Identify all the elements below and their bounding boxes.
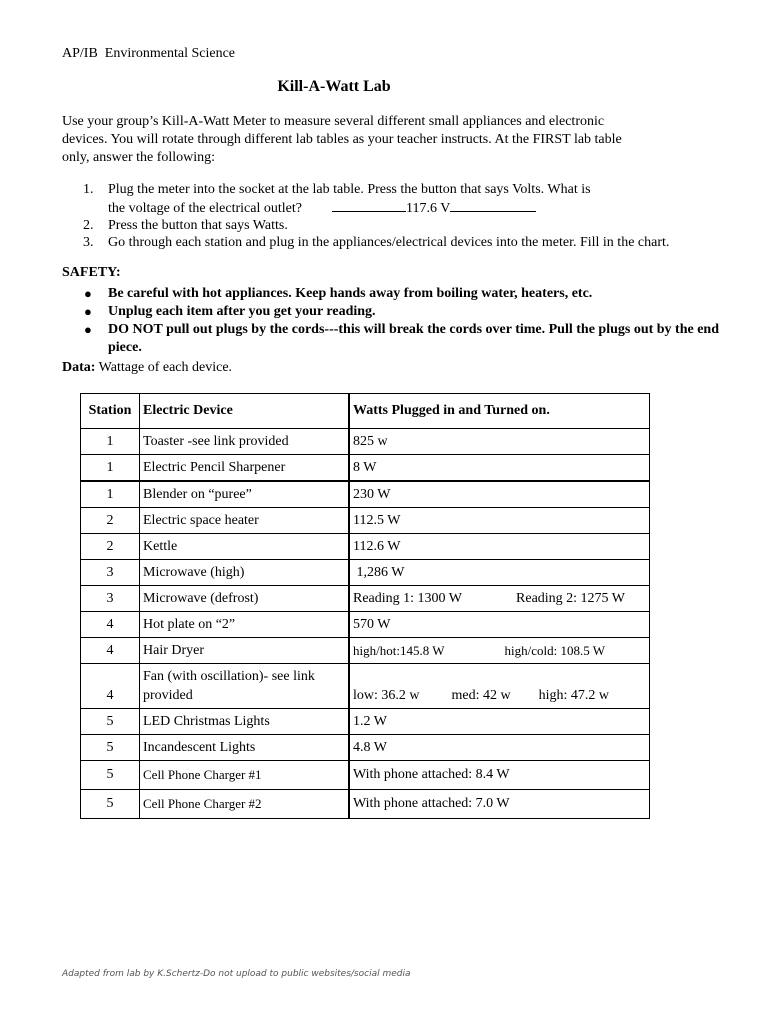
table-row [81, 586, 650, 612]
list-item [62, 303, 722, 321]
watts-cell [349, 638, 650, 664]
header-watts: Watts Plugged in and Turned on. [349, 394, 650, 429]
watts-cell: 570 W [349, 612, 650, 638]
table-row [81, 761, 650, 790]
watts-cell: 825 w [349, 429, 650, 455]
reading-2: Reading 2: 1275 W [516, 590, 626, 606]
table-row [81, 790, 650, 819]
reading-high: high: 47.2 w [538, 688, 609, 703]
table-row [81, 534, 650, 560]
instruction-list [62, 181, 702, 251]
watts-cell: 8 W [349, 455, 650, 482]
device-cell: Microwave (defrost) [140, 586, 350, 612]
safety-list [62, 285, 722, 357]
data-label: Data: [62, 360, 96, 375]
station-cell: 1 [81, 455, 140, 482]
table-row [81, 638, 650, 664]
station-cell: 5 [81, 735, 140, 761]
answer-blank-left [332, 198, 406, 212]
reading-1: Reading 1: 1300 W [353, 590, 463, 606]
table-row [81, 664, 650, 709]
table-row [81, 709, 650, 735]
device-cell: Microwave (high) [140, 560, 350, 586]
station-cell: 4 [81, 664, 140, 709]
step-text: Plug the meter into the socket at the lab table. Press the button that says Volts. What is [108, 182, 591, 197]
reading-med: med: 42 w [451, 688, 511, 703]
device-cell: Electric space heater [140, 508, 350, 534]
list-item [62, 217, 702, 234]
answer-blank-right [450, 198, 536, 212]
bullet-icon: ● [84, 322, 92, 337]
device-cell: Kettle [140, 534, 350, 560]
bullet-icon: ● [84, 304, 92, 319]
table-row [81, 560, 650, 586]
safety-text: DO NOT pull out plugs by the cords---this will break the cords over time. Pull the plugs out by the end piece. [108, 322, 720, 355]
watts-cell: 4.8 W [349, 735, 650, 761]
table-row [81, 508, 650, 534]
station-cell: 5 [81, 761, 140, 790]
table-row [81, 481, 650, 508]
reading-cold: high/cold: 108.5 W [504, 642, 605, 658]
watts-cell: 1.2 W [349, 709, 650, 735]
bullet-icon: ● [84, 286, 92, 301]
data-caption [62, 360, 232, 376]
table-row [81, 455, 650, 482]
device-cell: Cell Phone Charger #2 [140, 790, 350, 819]
watts-cell: With phone attached: 8.4 W [349, 761, 650, 790]
header-station: Station [81, 394, 140, 429]
watts-cell: 230 W [349, 481, 650, 508]
footer-note: Adapted from lab by K.Schertz-Do not upload to public websites/social media [62, 969, 411, 979]
device-cell: Cell Phone Charger #1 [140, 761, 350, 790]
watts-cell: 112.5 W [349, 508, 650, 534]
device-cell: Fan (with oscillation)- see link provided [140, 664, 350, 709]
intro-paragraph: Use your group’s Kill-A-Watt Meter to measure several different small appliances and electronic devices. You will rotate through different lab tables as your teacher instructs. At the FIRST lab table only, answer the following: [62, 114, 622, 165]
step-text: Press the button that says Watts. [108, 218, 288, 233]
voltage-answer: 117.6 V [405, 201, 451, 216]
watts-cell [349, 664, 650, 709]
station-cell: 2 [81, 534, 140, 560]
page-title: Kill-A-Watt Lab [277, 78, 391, 95]
station-cell: 3 [81, 560, 140, 586]
station-cell: 5 [81, 790, 140, 819]
safety-text: Unplug each item after you get your reading. [108, 304, 376, 319]
table-row [81, 429, 650, 455]
course-name: AP/IB Environmental Science [62, 46, 236, 61]
watts-cell: 112.6 W [349, 534, 650, 560]
header-device: Electric Device [140, 394, 350, 429]
safety-heading: SAFETY: [62, 265, 121, 280]
list-item [62, 321, 722, 357]
step-text: Go through each station and plug in the appliances/electrical devices into the meter. Fill in the chart. [108, 235, 670, 250]
device-cell: Hot plate on “2” [140, 612, 350, 638]
list-item [62, 234, 702, 251]
device-cell: Blender on “puree” [140, 481, 350, 508]
data-text: Wattage of each device. [95, 360, 233, 375]
station-cell: 4 [81, 612, 140, 638]
station-cell: 3 [81, 586, 140, 612]
step-number: 1. [83, 182, 94, 197]
watts-cell: With phone attached: 7.0 W [349, 790, 650, 819]
step-text-continued: the voltage of the electrical outlet? [108, 201, 302, 216]
step-number: 2. [83, 218, 94, 233]
safety-text: Be careful with hot appliances. Keep hands away from boiling water, heaters, etc. [108, 286, 593, 301]
device-cell: Incandescent Lights [140, 735, 350, 761]
station-cell: 1 [81, 429, 140, 455]
table-row [81, 735, 650, 761]
station-cell: 5 [81, 709, 140, 735]
station-cell: 4 [81, 638, 140, 664]
step-number: 3. [83, 235, 94, 250]
device-cell: LED Christmas Lights [140, 709, 350, 735]
table-header-row [81, 394, 650, 429]
reading-hot: high/hot:145.8 W [353, 642, 445, 658]
station-cell: 1 [81, 481, 140, 508]
reading-low: low: 36.2 w [353, 688, 420, 703]
device-cell: Toaster -see link provided [140, 429, 350, 455]
device-cell: Electric Pencil Sharpener [140, 455, 350, 482]
watts-cell: 1,286 W [349, 560, 650, 586]
list-item [62, 285, 722, 303]
table-row [81, 612, 650, 638]
watts-cell [349, 586, 650, 612]
list-item [62, 181, 702, 217]
device-cell: Hair Dryer [140, 638, 350, 664]
station-cell: 2 [81, 508, 140, 534]
wattage-table [80, 393, 650, 819]
